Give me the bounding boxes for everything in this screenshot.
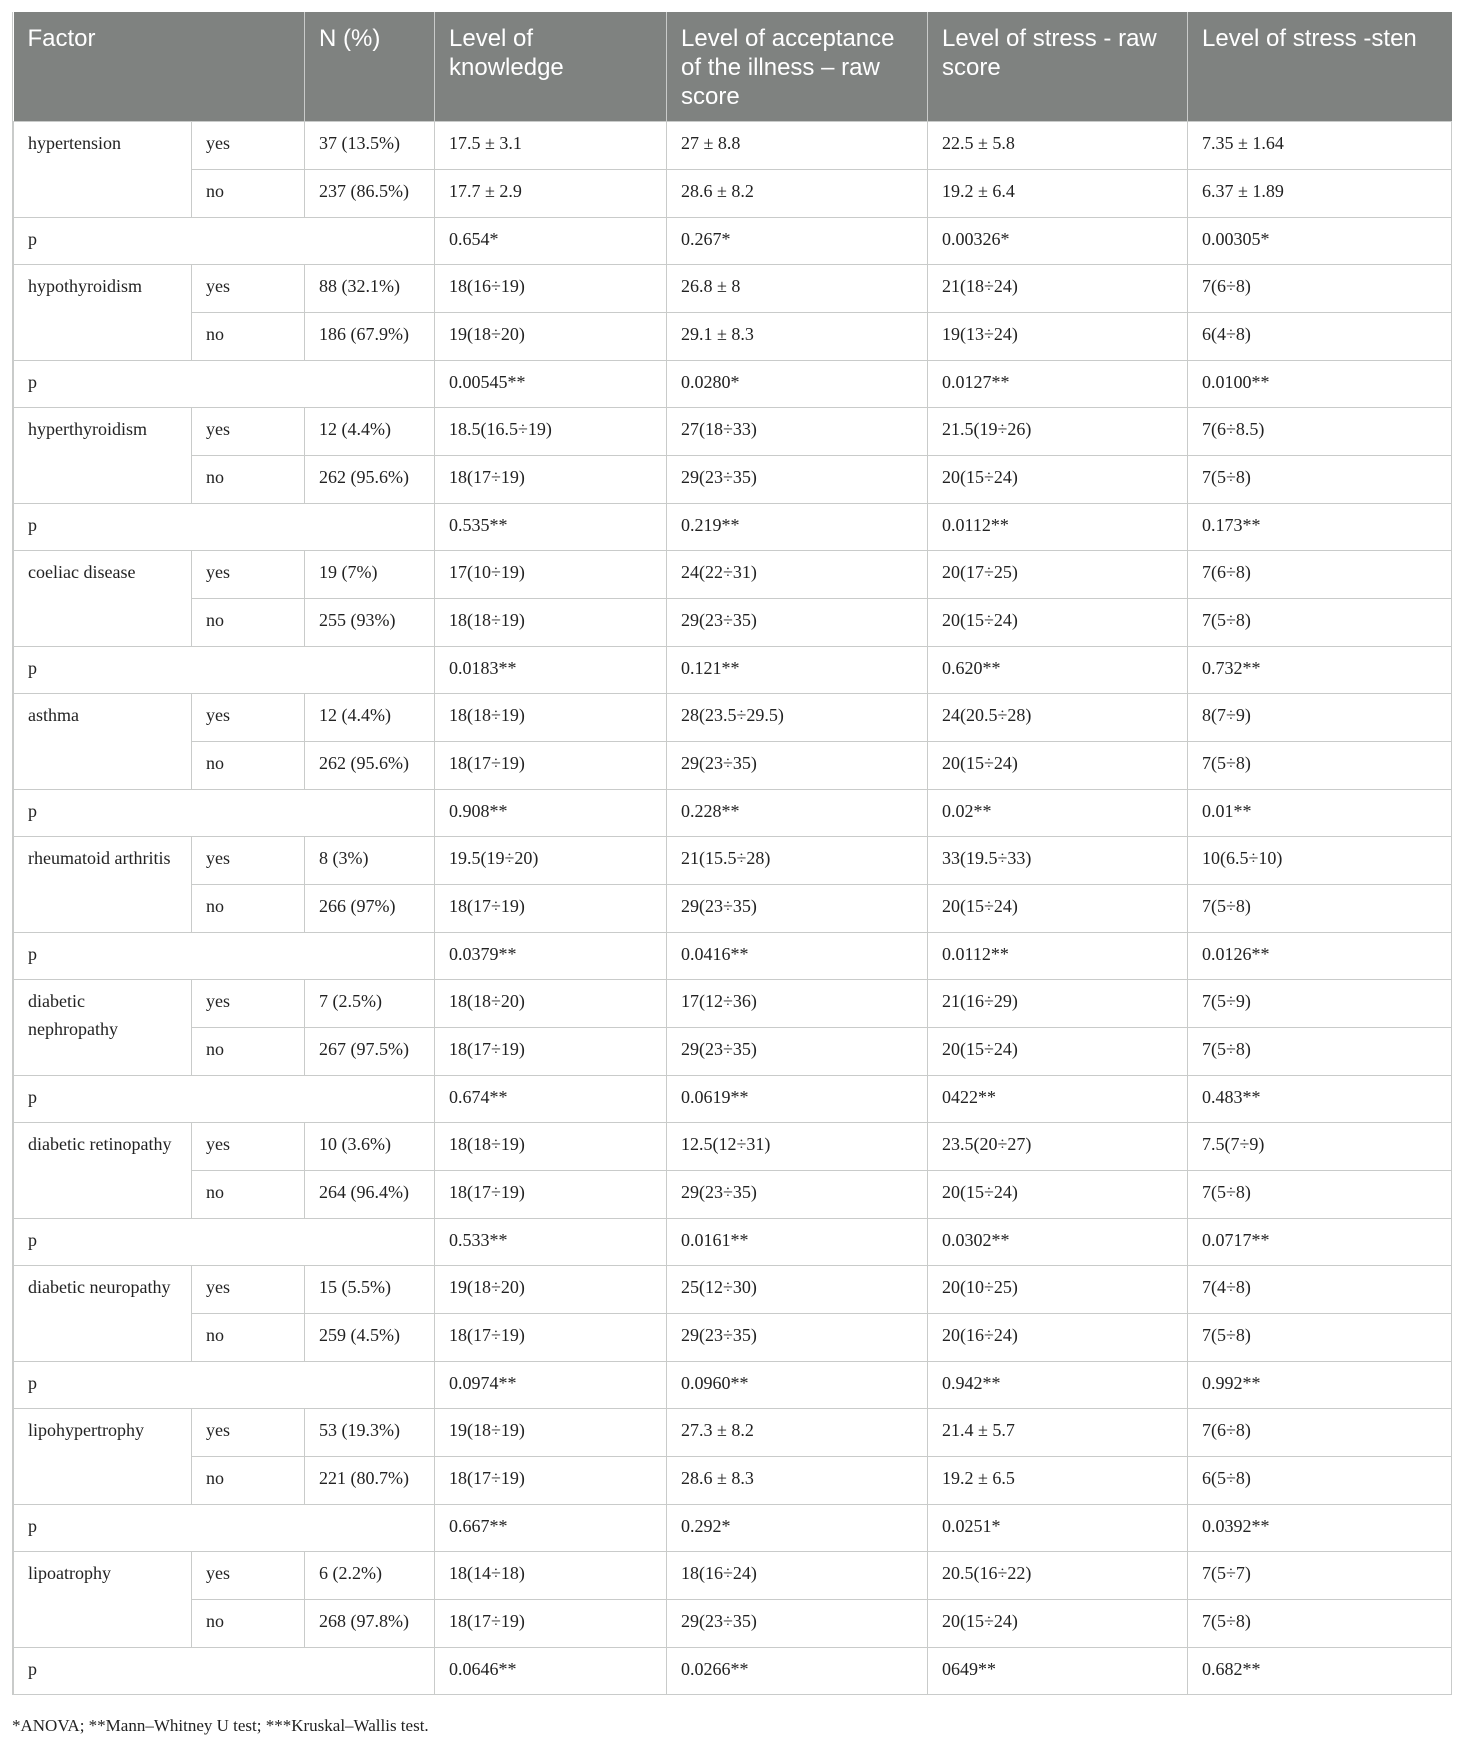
answer-cell: yes (192, 980, 305, 1028)
factor-cell: hypothyroidism (14, 265, 192, 361)
acceptance-cell: 24(22÷31) (667, 551, 928, 599)
acceptance-cell: 29.1 ± 8.3 (667, 313, 928, 361)
answer-cell: no (192, 1171, 305, 1219)
p-knowledge-cell: 0.654* (435, 218, 667, 265)
stress-sten-cell: 7(5÷9) (1188, 980, 1452, 1028)
header-stress-raw: Level of stress - raw score (928, 12, 1188, 122)
n-cell: 88 (32.1%) (305, 265, 435, 313)
header-row (14, 12, 1452, 122)
p-stress-raw-cell: 0.0112** (928, 504, 1188, 551)
acceptance-cell: 18(16÷24) (667, 1552, 928, 1600)
stress-raw-cell: 20(15÷24) (928, 456, 1188, 504)
p-stress-sten-cell: 0.483** (1188, 1076, 1452, 1123)
knowledge-cell: 17.7 ± 2.9 (435, 170, 667, 218)
factor-cell: hypertension (14, 122, 192, 218)
stress-sten-cell: 7(6÷8.5) (1188, 408, 1452, 456)
p-stress-sten-cell: 0.732** (1188, 647, 1452, 694)
n-cell: 19 (7%) (305, 551, 435, 599)
p-knowledge-cell: 0.667** (435, 1505, 667, 1552)
acceptance-cell: 29(23÷35) (667, 1600, 928, 1648)
p-stress-sten-cell: 0.0717** (1188, 1219, 1452, 1266)
factor-cell: diabetic retinopathy (14, 1123, 192, 1219)
p-acceptance-cell: 0.0266** (667, 1648, 928, 1695)
table-row (14, 456, 1452, 504)
stress-sten-cell: 8(7÷9) (1188, 694, 1452, 742)
answer-cell: no (192, 313, 305, 361)
p-label-cell: p (14, 218, 435, 265)
p-value-row (14, 361, 1452, 408)
table-row (14, 694, 1452, 742)
factor-cell: diabetic nephropathy (14, 980, 192, 1076)
stress-raw-cell: 20(15÷24) (928, 885, 1188, 933)
knowledge-cell: 18(14÷18) (435, 1552, 667, 1600)
n-cell: 264 (96.4%) (305, 1171, 435, 1219)
table-row (14, 265, 1452, 313)
p-knowledge-cell: 0.0974** (435, 1362, 667, 1409)
stress-sten-cell: 7(5÷8) (1188, 1600, 1452, 1648)
p-value-row (14, 218, 1452, 265)
knowledge-cell: 19(18÷19) (435, 1409, 667, 1457)
answer-cell: no (192, 170, 305, 218)
p-stress-raw-cell: 0.0302** (928, 1219, 1188, 1266)
p-value-row (14, 1505, 1452, 1552)
table-row (14, 551, 1452, 599)
p-acceptance-cell: 0.0161** (667, 1219, 928, 1266)
results-table-container (12, 12, 1452, 1695)
knowledge-cell: 18(17÷19) (435, 456, 667, 504)
p-label-cell: p (14, 1505, 435, 1552)
answer-cell: no (192, 1028, 305, 1076)
table-body (14, 122, 1452, 1695)
p-label-cell: p (14, 1219, 435, 1266)
acceptance-cell: 29(23÷35) (667, 599, 928, 647)
p-knowledge-cell: 0.908** (435, 790, 667, 837)
factor-cell: diabetic neuropathy (14, 1266, 192, 1362)
stress-raw-cell: 20(15÷24) (928, 742, 1188, 790)
p-value-row (14, 1362, 1452, 1409)
knowledge-cell: 18(16÷19) (435, 265, 667, 313)
n-cell: 7 (2.5%) (305, 980, 435, 1028)
p-stress-raw-cell: 0.0127** (928, 361, 1188, 408)
n-cell: 266 (97%) (305, 885, 435, 933)
p-label-cell: p (14, 504, 435, 551)
stress-raw-cell: 19.2 ± 6.4 (928, 170, 1188, 218)
p-label-cell: p (14, 790, 435, 837)
header-knowledge: Level of knowledge (435, 12, 667, 122)
p-acceptance-cell: 0.267* (667, 218, 928, 265)
acceptance-cell: 12.5(12÷31) (667, 1123, 928, 1171)
stress-sten-cell: 7(5÷8) (1188, 742, 1452, 790)
p-label-cell: p (14, 1648, 435, 1695)
p-knowledge-cell: 0.535** (435, 504, 667, 551)
acceptance-cell: 17(12÷36) (667, 980, 928, 1028)
results-table (13, 12, 1452, 1695)
p-value-row (14, 1219, 1452, 1266)
n-cell: 267 (97.5%) (305, 1028, 435, 1076)
p-stress-raw-cell: 0.02** (928, 790, 1188, 837)
knowledge-cell: 18.5(16.5÷19) (435, 408, 667, 456)
knowledge-cell: 18(17÷19) (435, 1028, 667, 1076)
n-cell: 259 (4.5%) (305, 1314, 435, 1362)
factor-cell: asthma (14, 694, 192, 790)
stress-raw-cell: 21.5(19÷26) (928, 408, 1188, 456)
knowledge-cell: 18(18÷19) (435, 694, 667, 742)
p-stress-sten-cell: 0.01** (1188, 790, 1452, 837)
stress-sten-cell: 7(5÷8) (1188, 885, 1452, 933)
stress-raw-cell: 20(10÷25) (928, 1266, 1188, 1314)
stress-raw-cell: 23.5(20÷27) (928, 1123, 1188, 1171)
stress-sten-cell: 7(5÷8) (1188, 456, 1452, 504)
knowledge-cell: 18(17÷19) (435, 1314, 667, 1362)
factor-cell: lipoatrophy (14, 1552, 192, 1648)
factor-cell: hyperthyroidism (14, 408, 192, 504)
n-cell: 10 (3.6%) (305, 1123, 435, 1171)
table-row (14, 980, 1452, 1028)
n-cell: 186 (67.9%) (305, 313, 435, 361)
stress-sten-cell: 7(5÷8) (1188, 1171, 1452, 1219)
table-row (14, 1171, 1452, 1219)
n-cell: 262 (95.6%) (305, 742, 435, 790)
table-row (14, 837, 1452, 885)
table-row (14, 1409, 1452, 1457)
p-knowledge-cell: 0.0646** (435, 1648, 667, 1695)
n-cell: 15 (5.5%) (305, 1266, 435, 1314)
table-header (14, 12, 1452, 122)
acceptance-cell: 29(23÷35) (667, 1028, 928, 1076)
answer-cell: no (192, 1457, 305, 1505)
p-acceptance-cell: 0.228** (667, 790, 928, 837)
table-row (14, 599, 1452, 647)
p-stress-raw-cell: 0.0112** (928, 933, 1188, 980)
answer-cell: yes (192, 265, 305, 313)
acceptance-cell: 29(23÷35) (667, 1171, 928, 1219)
answer-cell: yes (192, 408, 305, 456)
table-row (14, 170, 1452, 218)
p-value-row (14, 504, 1452, 551)
p-acceptance-cell: 0.0416** (667, 933, 928, 980)
answer-cell: no (192, 1314, 305, 1362)
factor-cell: rheumatoid arthritis (14, 837, 192, 933)
table-row (14, 408, 1452, 456)
table-row (14, 742, 1452, 790)
p-acceptance-cell: 0.0280* (667, 361, 928, 408)
table-row (14, 313, 1452, 361)
p-label-cell: p (14, 933, 435, 980)
acceptance-cell: 29(23÷35) (667, 885, 928, 933)
header-stress-sten: Level of stress -sten (1188, 12, 1452, 122)
table-row (14, 1314, 1452, 1362)
acceptance-cell: 29(23÷35) (667, 1314, 928, 1362)
acceptance-cell: 27(18÷33) (667, 408, 928, 456)
answer-cell: yes (192, 122, 305, 170)
knowledge-cell: 19.5(19÷20) (435, 837, 667, 885)
p-value-row (14, 1648, 1452, 1695)
p-stress-sten-cell: 0.682** (1188, 1648, 1452, 1695)
p-stress-sten-cell: 0.00305* (1188, 218, 1452, 265)
stress-sten-cell: 6(4÷8) (1188, 313, 1452, 361)
n-cell: 37 (13.5%) (305, 122, 435, 170)
answer-cell: no (192, 1600, 305, 1648)
knowledge-cell: 18(18÷20) (435, 980, 667, 1028)
table-row (14, 1266, 1452, 1314)
p-acceptance-cell: 0.0960** (667, 1362, 928, 1409)
acceptance-cell: 28.6 ± 8.3 (667, 1457, 928, 1505)
stress-raw-cell: 19(13÷24) (928, 313, 1188, 361)
answer-cell: no (192, 742, 305, 790)
n-cell: 262 (95.6%) (305, 456, 435, 504)
answer-cell: yes (192, 837, 305, 885)
table-row (14, 1028, 1452, 1076)
stress-raw-cell: 21.4 ± 5.7 (928, 1409, 1188, 1457)
answer-cell: yes (192, 1266, 305, 1314)
stress-sten-cell: 6.37 ± 1.89 (1188, 170, 1452, 218)
stress-raw-cell: 19.2 ± 6.5 (928, 1457, 1188, 1505)
n-cell: 268 (97.8%) (305, 1600, 435, 1648)
p-knowledge-cell: 0.0183** (435, 647, 667, 694)
p-stress-sten-cell: 0.0392** (1188, 1505, 1452, 1552)
stress-raw-cell: 20(17÷25) (928, 551, 1188, 599)
p-stress-raw-cell: 0422** (928, 1076, 1188, 1123)
acceptance-cell: 27.3 ± 8.2 (667, 1409, 928, 1457)
n-cell: 12 (4.4%) (305, 408, 435, 456)
p-knowledge-cell: 0.0379** (435, 933, 667, 980)
stress-sten-cell: 7(4÷8) (1188, 1266, 1452, 1314)
header-acceptance: Level of acceptance of the illness – raw score (667, 12, 928, 122)
stress-sten-cell: 7.35 ± 1.64 (1188, 122, 1452, 170)
answer-cell: yes (192, 694, 305, 742)
n-cell: 6 (2.2%) (305, 1552, 435, 1600)
table-row (14, 1552, 1452, 1600)
n-cell: 12 (4.4%) (305, 694, 435, 742)
factor-cell: coeliac disease (14, 551, 192, 647)
stress-raw-cell: 20(15÷24) (928, 599, 1188, 647)
header-factor: Factor (14, 12, 305, 122)
p-stress-raw-cell: 0.620** (928, 647, 1188, 694)
stress-sten-cell: 7(5÷8) (1188, 1028, 1452, 1076)
p-label-cell: p (14, 1076, 435, 1123)
p-value-row (14, 933, 1452, 980)
n-cell: 255 (93%) (305, 599, 435, 647)
p-acceptance-cell: 0.219** (667, 504, 928, 551)
n-cell: 237 (86.5%) (305, 170, 435, 218)
acceptance-cell: 29(23÷35) (667, 456, 928, 504)
knowledge-cell: 18(17÷19) (435, 1457, 667, 1505)
header-n: N (%) (305, 12, 435, 122)
answer-cell: yes (192, 1123, 305, 1171)
p-stress-sten-cell: 0.0100** (1188, 361, 1452, 408)
knowledge-cell: 18(18÷19) (435, 1123, 667, 1171)
answer-cell: yes (192, 1552, 305, 1600)
stress-sten-cell: 7(5÷8) (1188, 599, 1452, 647)
p-acceptance-cell: 0.121** (667, 647, 928, 694)
knowledge-cell: 19(18÷20) (435, 313, 667, 361)
knowledge-cell: 19(18÷20) (435, 1266, 667, 1314)
stress-sten-cell: 7(6÷8) (1188, 1409, 1452, 1457)
stress-raw-cell: 20(16÷24) (928, 1314, 1188, 1362)
p-stress-raw-cell: 0.942** (928, 1362, 1188, 1409)
acceptance-cell: 26.8 ± 8 (667, 265, 928, 313)
acceptance-cell: 25(12÷30) (667, 1266, 928, 1314)
stress-raw-cell: 21(18÷24) (928, 265, 1188, 313)
table-row (14, 122, 1452, 170)
table-footnote: *ANOVA; **Mann–Whitney U test; ***Kruskal–Wallis test. (12, 1716, 429, 1735)
p-stress-raw-cell: 0.0251* (928, 1505, 1188, 1552)
acceptance-cell: 28(23.5÷29.5) (667, 694, 928, 742)
stress-raw-cell: 24(20.5÷28) (928, 694, 1188, 742)
p-value-row (14, 790, 1452, 837)
knowledge-cell: 18(17÷19) (435, 1171, 667, 1219)
p-acceptance-cell: 0.292* (667, 1505, 928, 1552)
acceptance-cell: 27 ± 8.8 (667, 122, 928, 170)
stress-sten-cell: 7.5(7÷9) (1188, 1123, 1452, 1171)
stress-raw-cell: 22.5 ± 5.8 (928, 122, 1188, 170)
n-cell: 53 (19.3%) (305, 1409, 435, 1457)
table-row (14, 1457, 1452, 1505)
table-row (14, 885, 1452, 933)
table-row (14, 1123, 1452, 1171)
p-label-cell: p (14, 1362, 435, 1409)
p-label-cell: p (14, 361, 435, 408)
stress-sten-cell: 6(5÷8) (1188, 1457, 1452, 1505)
p-value-row (14, 1076, 1452, 1123)
knowledge-cell: 17.5 ± 3.1 (435, 122, 667, 170)
stress-sten-cell: 10(6.5÷10) (1188, 837, 1452, 885)
n-cell: 8 (3%) (305, 837, 435, 885)
stress-raw-cell: 20.5(16÷22) (928, 1552, 1188, 1600)
answer-cell: yes (192, 551, 305, 599)
p-stress-raw-cell: 0649** (928, 1648, 1188, 1695)
n-cell: 221 (80.7%) (305, 1457, 435, 1505)
stress-sten-cell: 7(6÷8) (1188, 551, 1452, 599)
acceptance-cell: 21(15.5÷28) (667, 837, 928, 885)
stress-raw-cell: 20(15÷24) (928, 1028, 1188, 1076)
knowledge-cell: 18(17÷19) (435, 742, 667, 790)
p-value-row (14, 647, 1452, 694)
answer-cell: no (192, 885, 305, 933)
knowledge-cell: 18(17÷19) (435, 1600, 667, 1648)
p-knowledge-cell: 0.00545** (435, 361, 667, 408)
p-stress-raw-cell: 0.00326* (928, 218, 1188, 265)
stress-raw-cell: 20(15÷24) (928, 1600, 1188, 1648)
p-stress-sten-cell: 0.0126** (1188, 933, 1452, 980)
factor-cell: lipohypertrophy (14, 1409, 192, 1505)
acceptance-cell: 28.6 ± 8.2 (667, 170, 928, 218)
p-stress-sten-cell: 0.992** (1188, 1362, 1452, 1409)
stress-sten-cell: 7(6÷8) (1188, 265, 1452, 313)
acceptance-cell: 29(23÷35) (667, 742, 928, 790)
knowledge-cell: 18(17÷19) (435, 885, 667, 933)
p-acceptance-cell: 0.0619** (667, 1076, 928, 1123)
answer-cell: yes (192, 1409, 305, 1457)
answer-cell: no (192, 456, 305, 504)
p-knowledge-cell: 0.533** (435, 1219, 667, 1266)
stress-raw-cell: 21(16÷29) (928, 980, 1188, 1028)
knowledge-cell: 17(10÷19) (435, 551, 667, 599)
stress-sten-cell: 7(5÷7) (1188, 1552, 1452, 1600)
table-row (14, 1600, 1452, 1648)
knowledge-cell: 18(18÷19) (435, 599, 667, 647)
stress-raw-cell: 33(19.5÷33) (928, 837, 1188, 885)
stress-raw-cell: 20(15÷24) (928, 1171, 1188, 1219)
p-stress-sten-cell: 0.173** (1188, 504, 1452, 551)
p-label-cell: p (14, 647, 435, 694)
p-knowledge-cell: 0.674** (435, 1076, 667, 1123)
answer-cell: no (192, 599, 305, 647)
stress-sten-cell: 7(5÷8) (1188, 1314, 1452, 1362)
